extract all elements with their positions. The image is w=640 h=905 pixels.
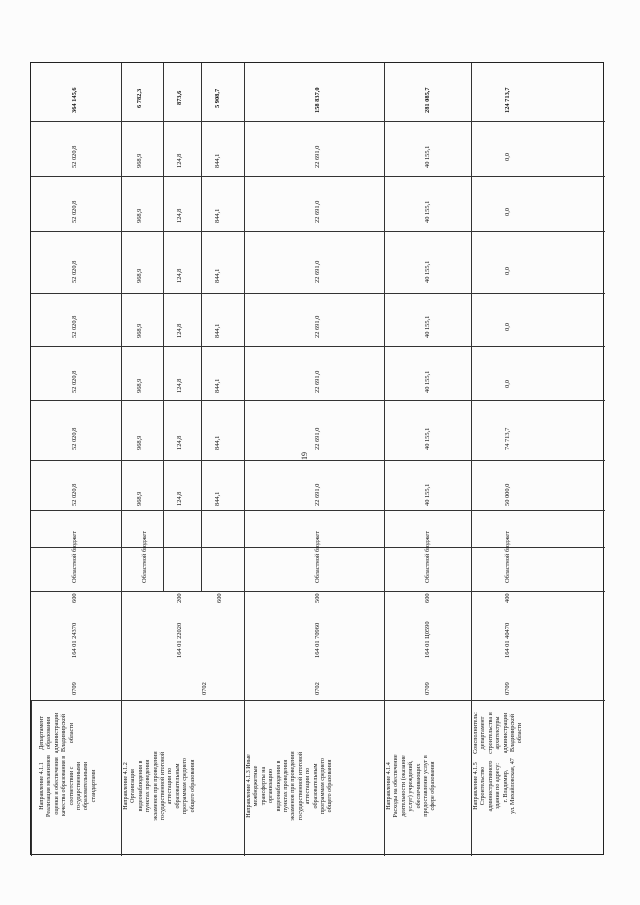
value-cell: 40 155,1 xyxy=(424,200,431,223)
value-cell: 74 713,7 xyxy=(504,427,511,450)
value-cell: 40 155,1 xyxy=(424,260,431,283)
column-divider xyxy=(31,510,605,511)
column-divider xyxy=(31,460,605,461)
target-cell: 164 01 70960 xyxy=(314,622,321,658)
value-cell: 968,9 xyxy=(136,491,143,506)
column-divider xyxy=(31,591,605,592)
column-divider xyxy=(31,293,605,294)
value-cell: 52 020,8 xyxy=(71,145,78,168)
type-cell: 400 xyxy=(504,593,511,603)
total-cell: 5 908,7 xyxy=(214,88,221,108)
value-cell: 968,9 xyxy=(136,153,143,168)
source-cell: Областной бюджет xyxy=(71,531,78,583)
row-divider xyxy=(201,63,202,591)
value-cell: 22 691,0 xyxy=(314,145,321,168)
total-cell: 364 145,6 xyxy=(71,87,78,113)
value-cell: 52 020,8 xyxy=(71,427,78,450)
section-cell: 0709 xyxy=(424,682,431,695)
total-cell: 124 713,7 xyxy=(504,87,511,113)
row-divider xyxy=(121,63,122,856)
value-cell: 40 155,1 xyxy=(424,145,431,168)
value-cell: 968,9 xyxy=(136,378,143,393)
source-cell: Областной бюджет xyxy=(504,531,511,583)
column-divider xyxy=(31,176,605,177)
type-cell: 600 xyxy=(216,593,223,603)
value-cell: 40 155,1 xyxy=(424,370,431,393)
value-cell: 844,1 xyxy=(214,323,221,338)
budget-table xyxy=(30,62,604,855)
value-cell: 124,8 xyxy=(176,378,183,393)
row-divider xyxy=(244,63,245,856)
page-number: 19 xyxy=(300,452,309,460)
value-cell: 52 020,8 xyxy=(71,483,78,506)
executor-cell: Департамент образования администрации Владимирской области xyxy=(39,712,75,754)
row-divider xyxy=(384,63,385,856)
total-cell: 281 085,7 xyxy=(424,87,431,113)
direction-cell: Направление 4.1.5 Строительство административного здания по адресу: г. Владимир, ул. Михайловская, 47 xyxy=(473,758,517,814)
direction-cell: Направление 4.1.3 Иные межбюджетные трансферты на организацию видеонаблюдения в пунктах проведения экзаменов при проведении государственной итоговой аттестации по образовательным программам среднего общего образования xyxy=(246,751,334,821)
value-cell: 22 691,0 xyxy=(314,200,321,223)
row-divider xyxy=(163,63,164,591)
value-cell: 50 000,0 xyxy=(504,483,511,506)
value-cell: 968,9 xyxy=(136,268,143,283)
direction-cell: Направление 4.1.4 Расходы на обеспечение деятельности (оказание услуг) учреждений, обеспечивающих предоставление услуг в сфере образования xyxy=(386,754,437,818)
column-divider xyxy=(31,231,605,232)
direction-cell: Направление 4.1.1 Реализация механизмов оценки и обеспечения качества образования в соответствии с государственными образовательными стандартами xyxy=(39,755,97,817)
value-cell: 52 020,8 xyxy=(71,200,78,223)
value-cell: 968,9 xyxy=(136,323,143,338)
column-divider xyxy=(31,400,605,401)
source-cell: Областной бюджет xyxy=(314,531,321,583)
value-cell: 0,0 xyxy=(504,208,511,216)
value-cell: 40 155,1 xyxy=(424,483,431,506)
total-cell: 6 782,3 xyxy=(136,88,143,108)
value-cell: 0,0 xyxy=(504,380,511,388)
value-cell: 968,9 xyxy=(136,435,143,450)
executor-cell: Соисполнитель: департамент строительства и архитектуры администрации Владимирской области xyxy=(473,712,524,754)
value-cell: 844,1 xyxy=(214,491,221,506)
value-cell: 0,0 xyxy=(504,323,511,331)
value-cell: 124,8 xyxy=(176,208,183,223)
value-cell: 968,9 xyxy=(136,208,143,223)
target-cell: 164 01 40470 xyxy=(504,622,511,658)
section-cell: 0709 xyxy=(504,682,511,695)
type-cell: 600 xyxy=(71,593,78,603)
type-cell: 500 xyxy=(314,593,321,603)
section-cell: 0702 xyxy=(314,682,321,695)
value-cell: 124,8 xyxy=(176,268,183,283)
direction-cell: Направление 4.1.2 Организация видеонаблюдения в пунктах проведения экзаменов при проведении государственной итоговой аттестации по образовательным программам среднего общего образования xyxy=(123,751,196,821)
value-cell: 844,1 xyxy=(214,208,221,223)
target-cell: 164 01 24370 xyxy=(71,622,78,658)
total-cell: 158 837,0 xyxy=(314,87,321,113)
total-cell: 873,6 xyxy=(176,90,183,105)
target-cell: 164 01 22020 xyxy=(176,622,183,658)
value-cell: 52 020,8 xyxy=(71,370,78,393)
value-cell: 40 155,1 xyxy=(424,427,431,450)
value-cell: 22 691,0 xyxy=(314,315,321,338)
value-cell: 124,8 xyxy=(176,491,183,506)
column-divider xyxy=(31,121,605,122)
value-cell: 22 691,0 xyxy=(314,483,321,506)
value-cell: 0,0 xyxy=(504,153,511,161)
column-divider xyxy=(31,346,605,347)
type-cell: 600 xyxy=(424,593,431,603)
value-cell: 22 691,0 xyxy=(314,370,321,393)
section-cell: 0702 xyxy=(201,682,208,695)
value-cell: 52 020,8 xyxy=(71,260,78,283)
value-cell: 844,1 xyxy=(214,435,221,450)
row-divider xyxy=(471,63,472,856)
source-cell: Областной бюджет xyxy=(424,531,431,583)
value-cell: 844,1 xyxy=(214,378,221,393)
section-cell: 0709 xyxy=(71,682,78,695)
value-cell: 844,1 xyxy=(214,153,221,168)
value-cell: 40 155,1 xyxy=(424,315,431,338)
value-cell: 22 691,0 xyxy=(314,260,321,283)
type-cell: 200 xyxy=(176,593,183,603)
value-cell: 124,8 xyxy=(176,323,183,338)
value-cell: 124,8 xyxy=(176,153,183,168)
value-cell: 52 020,8 xyxy=(71,315,78,338)
source-cell: Областной бюджет xyxy=(141,531,148,583)
value-cell: 0,0 xyxy=(504,267,511,275)
row-divider xyxy=(31,700,32,856)
value-cell: 22 691,0 xyxy=(314,427,321,450)
value-cell: 124,8 xyxy=(176,435,183,450)
value-cell: 844,1 xyxy=(214,268,221,283)
target-cell: 164 01 Ц0590 xyxy=(424,621,431,658)
